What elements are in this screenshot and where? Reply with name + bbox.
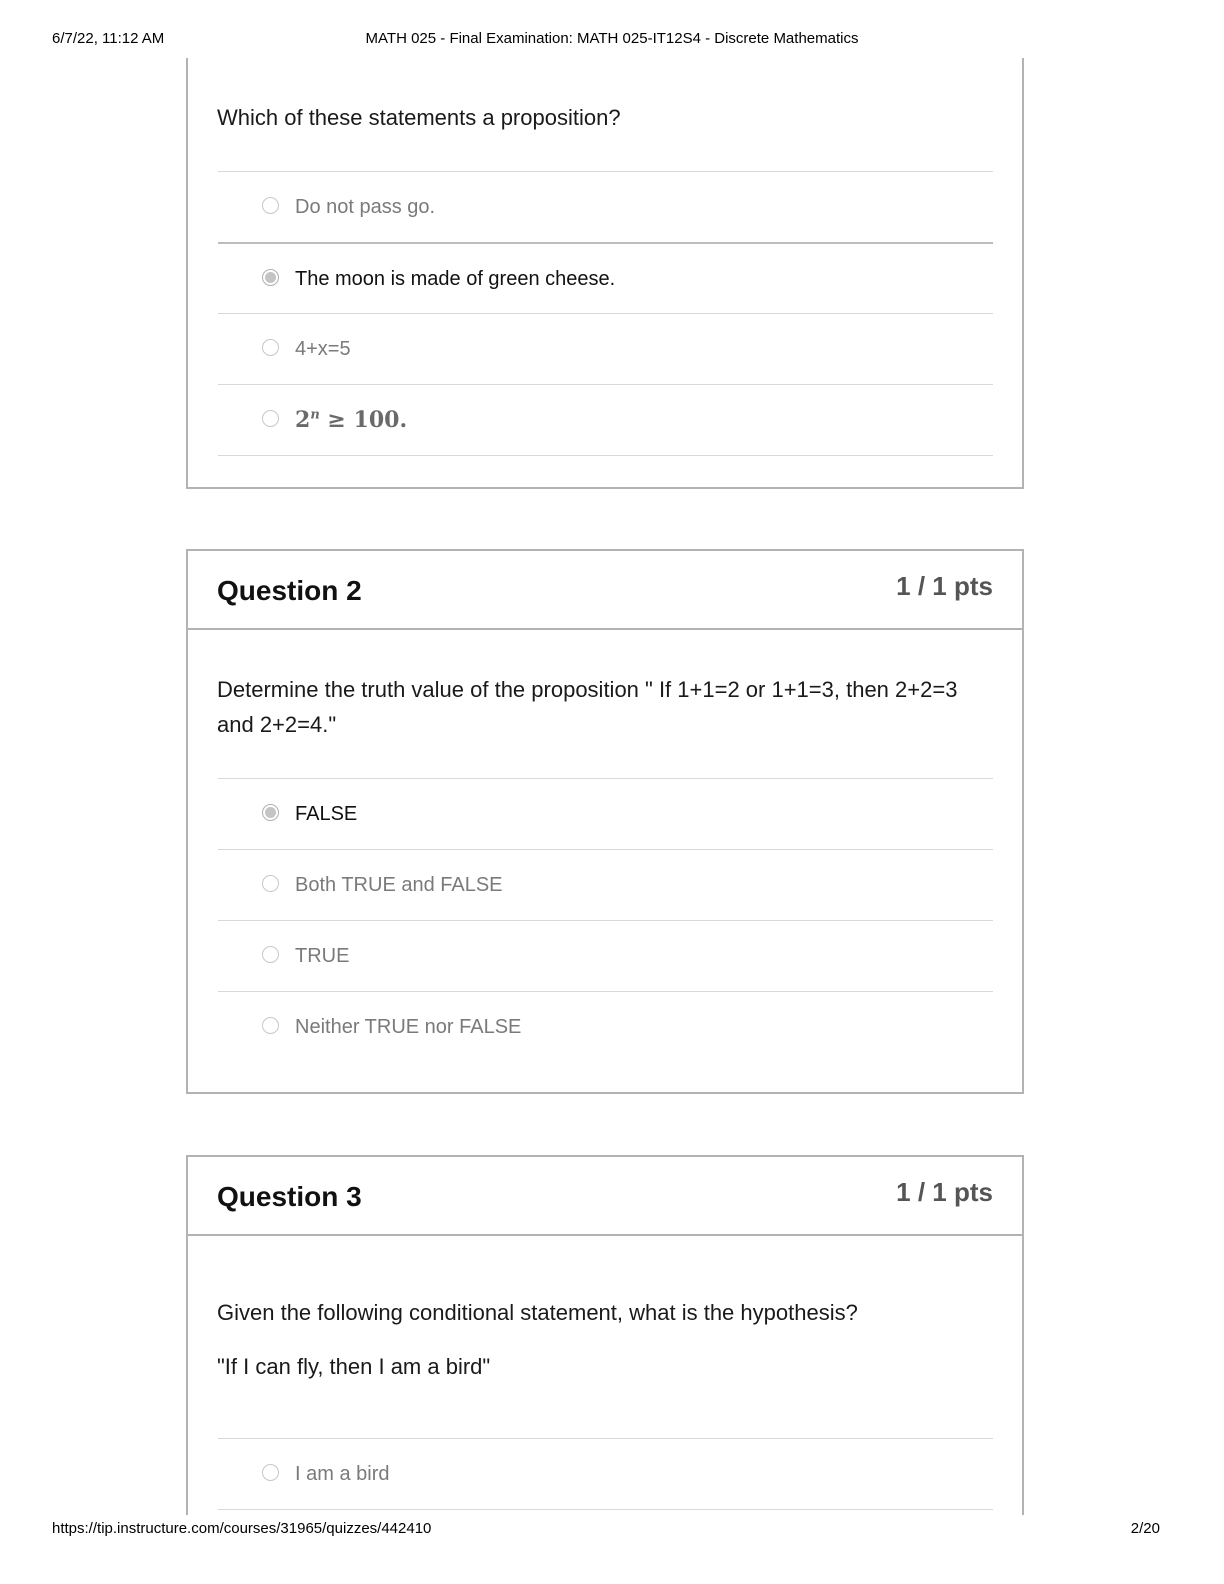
- math-exponent: n: [310, 407, 320, 423]
- answer-label: TRUE: [295, 945, 350, 967]
- math-rest: ≥ 100.: [319, 407, 408, 433]
- radio-button[interactable]: [262, 875, 279, 892]
- answer-label: Both TRUE and FALSE: [295, 874, 503, 896]
- question-3-card: [186, 1155, 1024, 1515]
- print-header: [52, 30, 1172, 50]
- answer-option[interactable]: [218, 991, 993, 1062]
- answer-option[interactable]: [218, 920, 993, 991]
- radio-button[interactable]: [262, 197, 279, 214]
- question-3-points: 1 / 1 pts: [896, 1177, 993, 1207]
- answer-label: I am a bird: [295, 1463, 390, 1485]
- math-base: 2: [295, 407, 311, 433]
- question-2-title: Question 2: [217, 575, 362, 606]
- answer-label: FALSE: [295, 803, 358, 825]
- radio-button-selected[interactable]: [262, 269, 279, 286]
- radio-button[interactable]: [262, 1464, 279, 1481]
- question-3-header: [188, 1157, 1022, 1236]
- answer-option-selected[interactable]: [218, 778, 993, 849]
- question-3-title: Question 3: [217, 1181, 362, 1212]
- question-2-answers: [218, 778, 993, 1062]
- answer-option[interactable]: [218, 384, 993, 455]
- question-1-card: [186, 58, 1024, 489]
- radio-button[interactable]: [262, 946, 279, 963]
- answer-label: Do not pass go.: [295, 196, 436, 218]
- answer-option[interactable]: [218, 849, 993, 920]
- answer-label-math: [295, 407, 407, 433]
- answer-label: Neither TRUE nor FALSE: [295, 1016, 522, 1038]
- question-1-answers: [218, 171, 993, 456]
- answer-label: 4+x=5: [295, 338, 351, 360]
- answer-label: The moon is made of green cheese.: [295, 268, 616, 290]
- answer-option[interactable]: [218, 313, 993, 384]
- radio-button[interactable]: [262, 1017, 279, 1034]
- question-2-text: Determine the truth value of the proposition " If 1+1=2 or 1+1=3, then 2+2=3 and 2+2=4.": [217, 677, 958, 737]
- print-datetime: 6/7/22, 11:12 AM: [52, 30, 165, 47]
- question-3-text: Given the following conditional statement, what is the hypothesis?: [217, 1300, 858, 1325]
- question-2-header: [188, 551, 1022, 630]
- answer-option[interactable]: [218, 171, 993, 242]
- radio-button-selected[interactable]: [262, 804, 279, 821]
- answer-option-selected[interactable]: [218, 242, 993, 313]
- print-title: MATH 025 - Final Examination: MATH 025-IT12S4 - Discrete Mathematics: [365, 30, 859, 47]
- question-1-text: Which of these statements a proposition?: [217, 105, 621, 130]
- question-3-quote: "If I can fly, then I am a bird": [217, 1354, 491, 1379]
- question-3-answers: [218, 1438, 993, 1510]
- answer-option[interactable]: [218, 1438, 993, 1509]
- print-footer: [52, 1520, 1160, 1540]
- radio-button[interactable]: [262, 339, 279, 356]
- radio-button[interactable]: [262, 410, 279, 427]
- print-url: https://tip.instructure.com/courses/31965/quizzes/442410: [52, 1520, 432, 1537]
- question-2-card: [186, 549, 1024, 1094]
- print-page-number: 2/20: [1130, 1520, 1160, 1537]
- question-2-points: 1 / 1 pts: [896, 571, 993, 601]
